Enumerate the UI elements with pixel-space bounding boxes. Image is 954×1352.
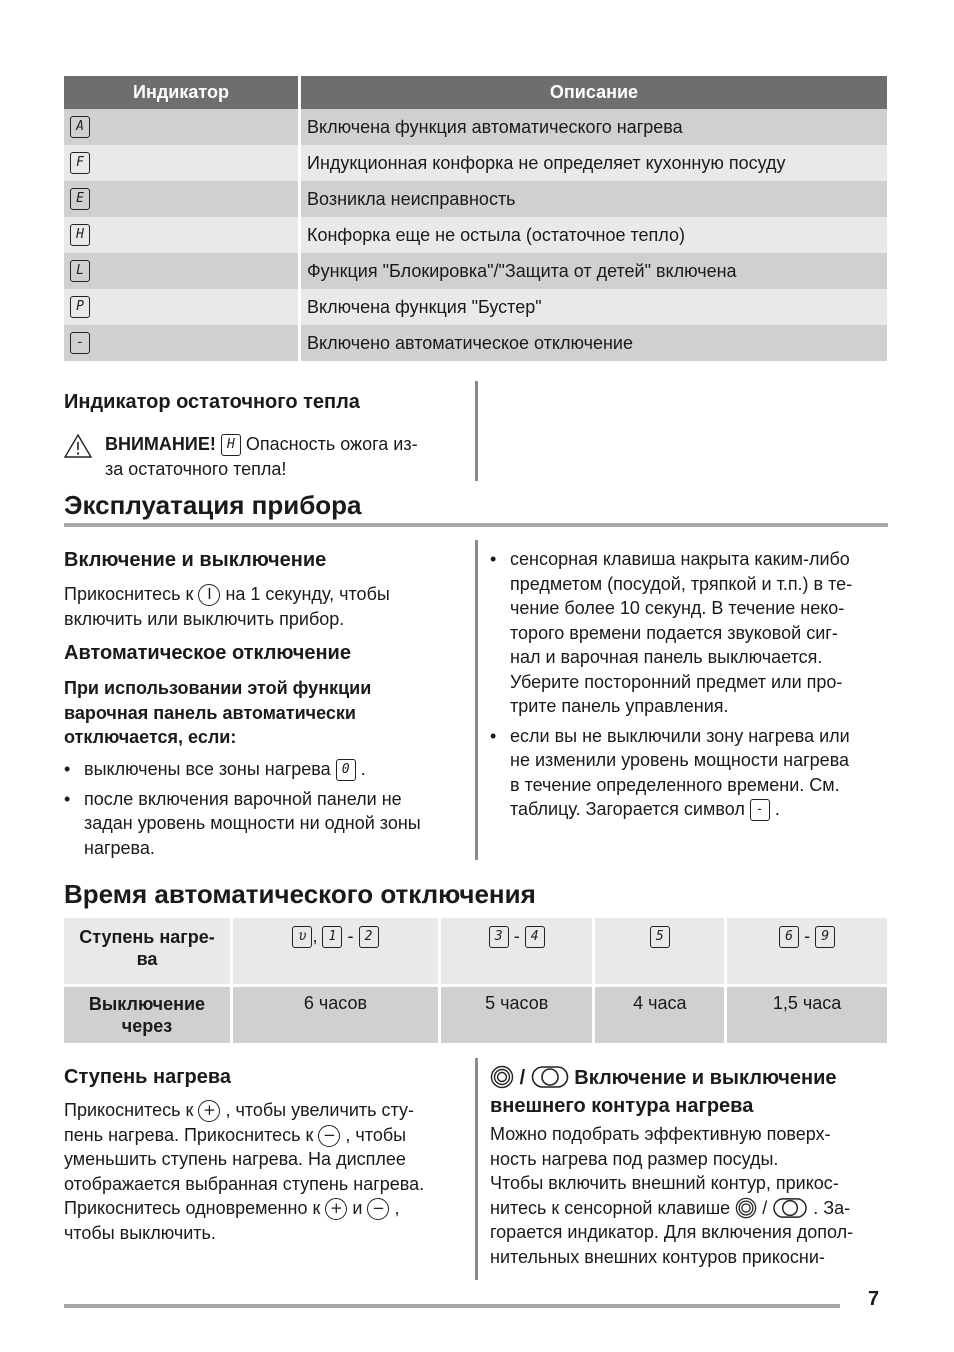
text: ,	[312, 926, 318, 946]
text: предметом (посудой, тряпкой и т.п.) в те-	[510, 573, 853, 594]
text: нитесь к сенсорной клавише	[490, 1197, 731, 1218]
row-description: Включено автоматическое отключение	[301, 325, 887, 361]
text: /	[762, 1197, 768, 1218]
time-cell: 6 часов	[233, 984, 441, 1043]
table-row	[64, 145, 887, 181]
text: ва	[136, 949, 158, 969]
display-symbol-icon: P	[70, 296, 90, 318]
table-row	[64, 109, 887, 145]
text: Чтобы включить внешний контур, прикос-	[490, 1173, 839, 1193]
list-item	[490, 724, 890, 822]
display-symbol-icon: H	[70, 224, 90, 246]
text: При использовании этой функции	[64, 678, 372, 698]
text: задан уровень мощности ни одной зоны	[84, 813, 421, 833]
heat-level-title: Ступень нагрева	[64, 1066, 232, 1088]
level-cell	[727, 918, 887, 984]
text: в течение определенного времени. См.	[510, 774, 840, 795]
table-row	[64, 253, 887, 289]
text: таблицу. Загорается символ	[510, 799, 745, 819]
text: включить или выключить прибор.	[64, 608, 345, 629]
text: .	[360, 759, 366, 779]
list-item	[490, 547, 890, 719]
row-header-off-after	[64, 984, 233, 1043]
time-cell: 4 часа	[595, 984, 727, 1043]
text: Уберите посторонний предмет или про-	[510, 671, 843, 692]
display-symbol-icon: 6	[779, 926, 799, 948]
column-divider	[475, 381, 478, 481]
residual-heat-warning	[105, 432, 465, 481]
text: трите панель управления.	[510, 696, 729, 716]
text: чение более 10 секунд. В течение неко-	[510, 598, 845, 618]
display-symbol-icon: -	[750, 799, 770, 821]
power-button-icon: I	[198, 584, 220, 606]
footer-rule	[64, 1304, 840, 1308]
warning-triangle-icon	[63, 433, 93, 459]
text: не изменили уровень мощности нагрева	[510, 750, 850, 770]
display-symbol-icon: υ	[292, 926, 312, 948]
text: варочная панель автоматически	[64, 702, 356, 723]
table-row	[64, 289, 887, 325]
text: ность нагрева под размер посуды.	[490, 1148, 779, 1169]
text: и	[352, 1198, 363, 1218]
display-symbol-icon: E	[70, 188, 90, 210]
auto-off-title: Автоматическое отключение	[64, 642, 351, 664]
display-symbol-icon: -	[70, 332, 90, 354]
display-symbol-icon: 0	[336, 759, 356, 781]
section-title-operation: Эксплуатация прибора	[64, 490, 362, 520]
list-item	[64, 787, 474, 861]
dual-circuit-icon	[490, 1065, 514, 1089]
text: уменьшить ступень нагрева. На дисплее	[64, 1149, 406, 1169]
text: горается индикатор. Для включения допол-	[490, 1222, 854, 1242]
display-symbol-icon: F	[70, 152, 90, 174]
residual-heat-title: Индикатор остаточного тепла	[64, 391, 360, 413]
display-symbol-icon: 3	[489, 926, 509, 948]
list-item	[64, 757, 474, 782]
text: ,	[394, 1198, 400, 1218]
table-row	[64, 181, 887, 217]
oval-circuit-icon	[531, 1065, 569, 1089]
col-header-indicator: Индикатор	[64, 76, 301, 109]
text: -	[347, 926, 354, 946]
text: Прикоснитесь к	[64, 584, 194, 604]
row-description: Функция "Блокировка"/"Защита от детей" включена	[301, 253, 887, 289]
display-symbol-icon: H	[221, 434, 241, 456]
column-divider	[475, 540, 478, 860]
warning-label: ВНИМАНИЕ!	[105, 434, 216, 454]
table-row	[64, 325, 887, 361]
text: на 1 секунду, чтобы	[225, 584, 390, 604]
display-symbol-icon: 4	[525, 926, 545, 948]
row-description: Конфорка еще не остыла (остаточное тепло)	[301, 217, 887, 253]
plus-icon: +	[198, 1100, 220, 1122]
warning-text: Опасность ожога из-	[245, 434, 418, 454]
text: Включение и выключение	[574, 1067, 837, 1089]
text: , чтобы	[345, 1124, 407, 1145]
auto-off-time-table	[64, 918, 887, 1043]
time-cell: 5 часов	[441, 984, 596, 1043]
text: Выключение	[88, 994, 206, 1014]
minus-icon: −	[367, 1198, 389, 1220]
outer-circuit-title	[490, 1064, 890, 1120]
text: • если вы не выключили зону нагрева или	[510, 725, 850, 746]
outer-circuit-text	[490, 1122, 890, 1269]
display-symbol-icon: 9	[815, 926, 835, 948]
level-cell	[595, 918, 727, 984]
text: . За-	[813, 1197, 851, 1218]
display-symbol-icon: 1	[322, 926, 342, 948]
auto-off-list-right	[490, 547, 890, 822]
text: пень нагрева. Прикоснитесь к	[64, 1124, 314, 1145]
section-title-auto-off-time: Время автоматического отключения	[64, 879, 536, 909]
text: /	[519, 1067, 526, 1089]
display-symbol-icon: L	[70, 260, 90, 282]
plus-icon: +	[325, 1198, 347, 1220]
display-symbol-icon: 2	[359, 926, 379, 948]
text: внешнего контура нагрева	[490, 1095, 754, 1117]
auto-off-list-left	[64, 757, 474, 860]
minus-icon: −	[318, 1125, 340, 1147]
table-row	[64, 217, 887, 253]
text: нительных внешних контуров прикосни-	[490, 1246, 825, 1267]
text: торого времени подается звуковой сиг-	[510, 622, 838, 643]
dual-circuit-icon	[735, 1197, 757, 1219]
text: , чтобы увеличить сту-	[225, 1100, 414, 1120]
text: Ступень нагре-	[79, 927, 215, 947]
text: • сенсорная клавиша накрыта каким-либо	[510, 549, 850, 569]
onoff-title: Включение и выключение	[64, 549, 327, 571]
text: Прикоснитесь к	[64, 1100, 194, 1120]
text: отключается, если:	[64, 727, 237, 747]
text: -	[513, 926, 520, 946]
text: чтобы выключить.	[64, 1222, 216, 1243]
oval-circuit-icon	[772, 1197, 808, 1219]
col-header-description: Описание	[301, 76, 887, 109]
display-symbol-icon: A	[70, 116, 90, 138]
section-rule	[64, 523, 888, 527]
table-row	[64, 984, 887, 1043]
text: Можно подобрать эффективную поверх-	[490, 1124, 831, 1144]
auto-off-intro	[64, 676, 464, 750]
heat-level-text	[64, 1098, 464, 1245]
row-description: Возникла неисправность	[301, 181, 887, 217]
level-cell	[233, 918, 441, 984]
row-description: Включена функция "Бустер"	[301, 289, 887, 325]
text: • после включения варочной панели не	[84, 788, 402, 809]
row-description: Включена функция автоматического нагрева	[301, 109, 887, 145]
indicator-table	[64, 76, 887, 361]
row-header-level	[64, 918, 233, 984]
onoff-text	[64, 582, 464, 631]
column-divider	[475, 1058, 478, 1280]
table-row	[64, 918, 887, 984]
text: -	[804, 926, 811, 946]
level-cell	[441, 918, 596, 984]
text: Прикоснитесь одновременно к	[64, 1198, 321, 1218]
text: через	[121, 1016, 173, 1036]
warning-text: за остаточного тепла!	[105, 458, 287, 479]
text: .	[774, 799, 780, 819]
text: отображается выбранная ступень нагрева.	[64, 1173, 425, 1194]
page-number: 7	[868, 1288, 880, 1310]
display-symbol-icon: 5	[650, 926, 670, 948]
text: нал и варочная панель выключается.	[510, 647, 823, 667]
text: выключены все зоны нагрева	[84, 759, 331, 779]
time-cell: 1,5 часа	[727, 984, 887, 1043]
text: нагрева.	[84, 837, 155, 858]
row-description: Индукционная конфорка не определяет кухонную посуду	[301, 145, 887, 181]
